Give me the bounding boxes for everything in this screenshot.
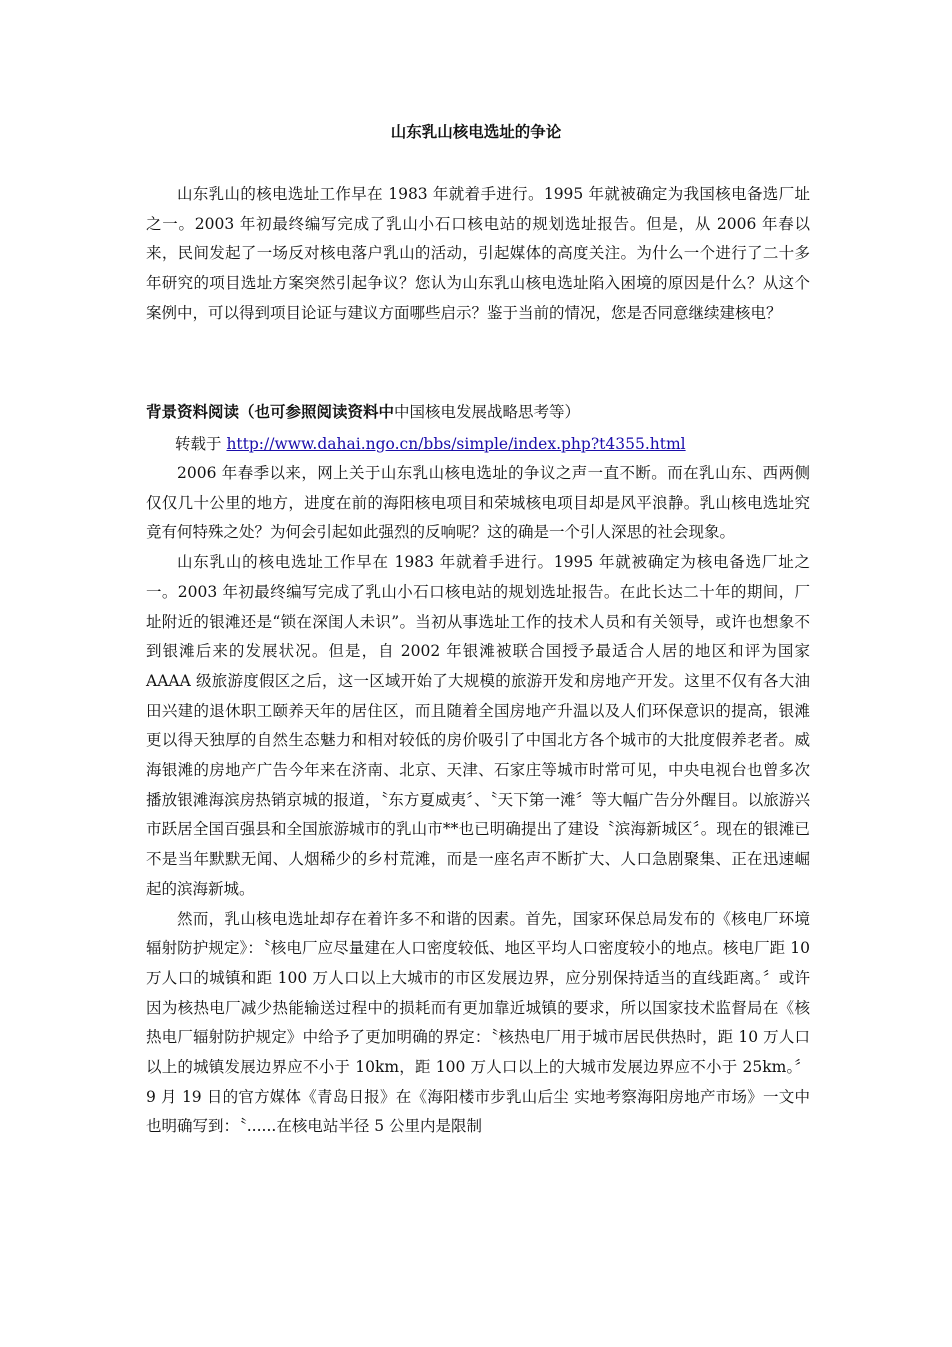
background-heading — [146, 398, 810, 426]
intro-paragraph: 山东乳山的核电选址工作早在 1983 年就着手进行。1995 年就被确定为我国核电备选厂址之一。2003 年初最终编写完成了乳山小石口核电站的规划选址报告。但是，从 2006 年春以来，民间发起了一场反对核电落户乳山的活动，引起媒体的高度关注。为什么一个进行了二十多年研究的项目选址方案突然引起争议？您认为山东乳山核电选址陷入困境的原因是什么？从这个案例中，可以得到项目论证与建议方面哪些启示？鉴于当前的情况，您是否同意继续建核电？ — [146, 185, 810, 322]
background-heading-tail: 等） — [549, 403, 581, 421]
body-paragraph-3: 然而，乳山核电选址却存在着许多不和谐的因素。首先，国家环保总局发布的《核电厂环境辐射防护规定》：〝核电厂应尽量建在人口密度较低、地区平均人口密度较小的地点。核电厂距 10 万人口的城镇和距 100 万人口以上大城市的市区发展边界，应分别保持适当的直线距离。〞或许因为核热电厂减少热能输送过程中的损耗而有更加靠近城镇的要求，所以国家技术监督局在《核热电厂辐射防护规定》中给予了更加明确的界定：〝核热电厂用于城市居民供热时，距 10 万人口以上的城镇发展边界应不小于 10km，距 100 万人口以上的大城市发展边界应不小于 25km。〞9 月 19 日的官方媒体《青岛日报》在《海阳楼市步乳山后尘 实地考察海阳房地产市场》一文中也明确写到：〝......在核电站半径 5 公里内是限制 — [146, 909, 810, 1136]
body-paragraph-1: 2006 年春季以来，网上关于山东乳山核电选址的争议之声一直不断。而在乳山东、西两侧仅仅几十公里的地方，进度在前的海阳核电项目和荣城核电项目却是风平浪静。乳山核电选址究竟有何特殊之处？为何会引起如此强烈的反响呢？这的确是一个引人深思的社会现象。 — [146, 464, 810, 542]
source-link[interactable]: http://www.dahai.ngo.cn/bbs/simple/index.php?t4355.html — [226, 435, 686, 453]
document-title: 山东乳山核电选址的争论 — [390, 122, 562, 141]
background-heading-reference: 中国核电发展战略思考 — [394, 403, 550, 421]
source-prefix: 转载于 — [175, 435, 227, 453]
background-heading-bold: 背景资料阅读（也可参照阅读资料中 — [146, 402, 395, 421]
intro-section — [146, 180, 810, 329]
body-paragraph-2: 山东乳山的核电选址工作早在 1983 年就着手进行。1995 年就被确定为核电备选厂址之一。2003 年初最终编写完成了乳山小石口核电站的规划选址报告。在此长达二十年的期间，厂址附近的银滩还是“锁在深闺人未识”。当初从事选址工作的技术人员和有关领导，或许也想象不到银滩后来的发展状况。但是，自 2002 年银滩被联合国授予最适合人居的地区和评为国家 AAAA 级旅游度假区之后，这一区域开始了大规模的旅游开发和房地产开发。这里不仅有各大油田兴建的退休职工颐养天年的居住区，而且随着全国房地产升温以及人们环保意识的提高，银滩更以得天独厚的自然生态魅力和相对较低的房价吸引了中国北方各个城市的大批度假养老者。威海银滩的房地产广告今年来在济南、北京、天津、石家庄等城市时常可见，中央电视台也曾多次播放银滩海滨房热销京城的报道，〝东方夏威夷〞、〝天下第一滩〞等大幅广告分外醒目。以旅游兴市跃居全国百强县和全国旅游城市的乳山市**也已明确提出了建设〝滨海新城区〞。现在的银滩已不是当年默默无闻、人烟稀少的乡村荒滩，而是一座名声不断扩大、人口急剧聚集、正在迅速崛起的滨海新城。 — [146, 553, 810, 898]
source-line — [175, 430, 686, 458]
background-body — [146, 459, 810, 1142]
